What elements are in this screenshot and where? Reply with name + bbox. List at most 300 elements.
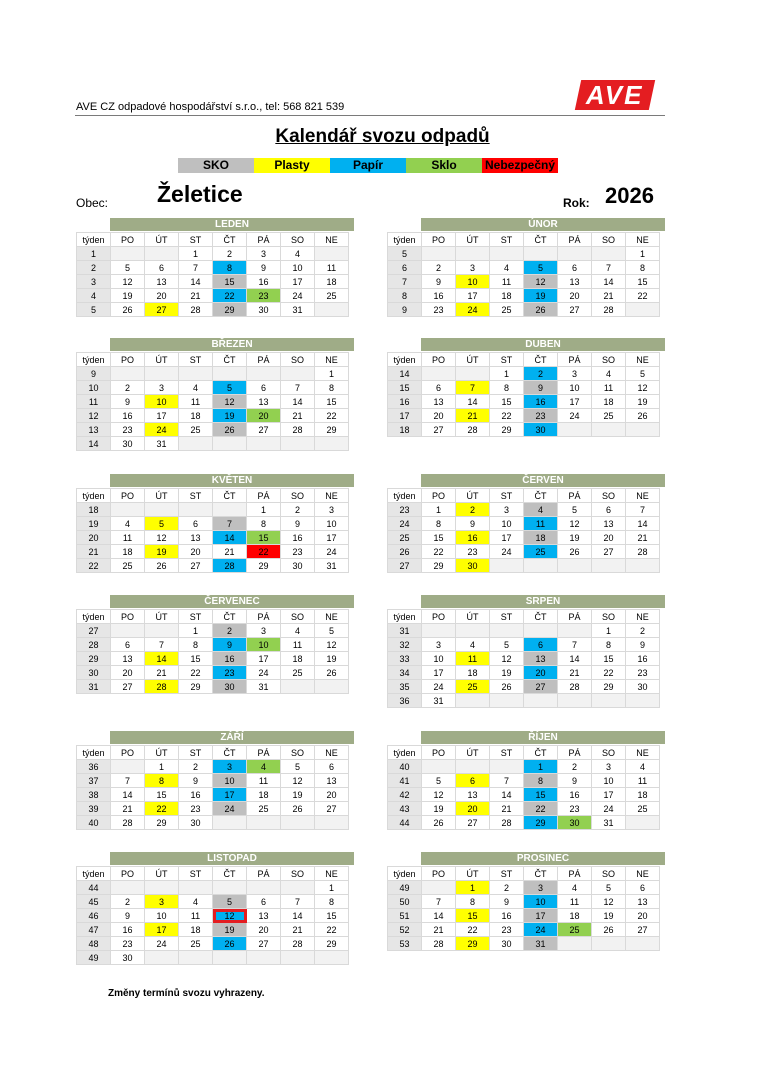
- week-row: [388, 624, 660, 638]
- day-cell: 10: [456, 275, 490, 289]
- day-cell: 9: [558, 774, 592, 788]
- municipality-name: Želetice: [157, 181, 243, 207]
- day-header: ST: [179, 746, 213, 760]
- day-cell: [247, 367, 281, 381]
- day-cell: 6: [456, 774, 490, 788]
- day-cell: 2: [111, 895, 145, 909]
- week-row: [388, 503, 660, 517]
- day-cell: 22: [179, 666, 213, 680]
- day-cell: 13: [456, 788, 490, 802]
- day-cell: 20: [247, 923, 281, 937]
- day-cell: 26: [558, 545, 592, 559]
- day-cell: 19: [558, 531, 592, 545]
- week-number: 51: [388, 909, 422, 923]
- day-cell: 1: [592, 624, 626, 638]
- day-cell: 31: [422, 694, 456, 708]
- week-number: 44: [77, 881, 111, 895]
- week-row: [77, 303, 349, 317]
- week-row: [388, 881, 660, 895]
- day-header: ST: [490, 867, 524, 881]
- day-cell: 17: [145, 409, 179, 423]
- day-cell: [281, 367, 315, 381]
- day-cell: 11: [626, 774, 660, 788]
- week-row: [388, 923, 660, 937]
- month-table: [76, 352, 349, 451]
- day-cell: 6: [145, 261, 179, 275]
- day-cell: 25: [626, 802, 660, 816]
- day-header: PO: [422, 610, 456, 624]
- day-cell: [315, 303, 349, 317]
- day-cell: 23: [524, 409, 558, 423]
- week-number: 18: [77, 503, 111, 517]
- day-cell: 4: [281, 624, 315, 638]
- week-row: [388, 395, 660, 409]
- week-row: [77, 624, 349, 638]
- day-cell: 25: [558, 923, 592, 937]
- day-header: SO: [592, 867, 626, 881]
- company-info: AVE CZ odpadové hospodářství s.r.o., tel: 568 821 539: [76, 101, 345, 113]
- day-cell: 21: [281, 923, 315, 937]
- day-header: PO: [111, 353, 145, 367]
- day-cell: [315, 437, 349, 451]
- day-cell: [558, 559, 592, 573]
- day-cell: 24: [490, 545, 524, 559]
- day-cell: 4: [524, 503, 558, 517]
- week-number: 42: [388, 788, 422, 802]
- day-cell: [558, 247, 592, 261]
- week-number: 19: [77, 517, 111, 531]
- day-header: SO: [281, 353, 315, 367]
- week-number: 7: [388, 275, 422, 289]
- day-cell: 9: [422, 275, 456, 289]
- day-cell: [213, 881, 247, 895]
- month-name: PROSINEC: [421, 852, 665, 865]
- day-header: PÁ: [247, 867, 281, 881]
- day-cell: 30: [213, 680, 247, 694]
- week-row: [77, 638, 349, 652]
- day-cell: 31: [145, 437, 179, 451]
- day-cell: 30: [456, 559, 490, 573]
- day-cell: 7: [281, 895, 315, 909]
- day-cell: 2: [213, 624, 247, 638]
- week-row: [77, 802, 349, 816]
- day-cell: [592, 247, 626, 261]
- day-cell: 28: [456, 423, 490, 437]
- day-cell: [524, 694, 558, 708]
- day-cell: 13: [247, 395, 281, 409]
- day-header: ÚT: [456, 353, 490, 367]
- week-row: [77, 895, 349, 909]
- day-cell: [247, 881, 281, 895]
- week-row: [77, 395, 349, 409]
- day-cell: 22: [315, 409, 349, 423]
- day-cell: 27: [524, 680, 558, 694]
- day-cell: 30: [111, 951, 145, 965]
- week-row: [388, 652, 660, 666]
- week-row: [388, 545, 660, 559]
- day-cell: 18: [111, 545, 145, 559]
- week-number: 50: [388, 895, 422, 909]
- day-cell: 28: [422, 937, 456, 951]
- day-cell: 20: [626, 909, 660, 923]
- week-number: 41: [388, 774, 422, 788]
- day-cell: 14: [145, 652, 179, 666]
- week-number: 17: [388, 409, 422, 423]
- week-row: [77, 760, 349, 774]
- day-cell: 5: [281, 760, 315, 774]
- day-cell: 11: [592, 381, 626, 395]
- day-cell: [592, 559, 626, 573]
- day-cell: 16: [422, 289, 456, 303]
- month-name: ČERVENEC: [110, 595, 354, 608]
- week-row: [77, 666, 349, 680]
- day-cell: [422, 247, 456, 261]
- day-cell: 29: [247, 559, 281, 573]
- day-cell: 27: [315, 802, 349, 816]
- day-cell: 12: [524, 275, 558, 289]
- day-cell: 4: [179, 895, 213, 909]
- day-header: ST: [490, 233, 524, 247]
- week-number: 2: [77, 261, 111, 275]
- day-cell: 16: [490, 909, 524, 923]
- week-row: [388, 559, 660, 573]
- day-header: SO: [281, 610, 315, 624]
- day-cell: 25: [315, 289, 349, 303]
- day-cell: 18: [179, 923, 213, 937]
- week-number: 12: [77, 409, 111, 423]
- day-cell: 7: [422, 895, 456, 909]
- day-cell: 27: [558, 303, 592, 317]
- day-header: ÚT: [145, 353, 179, 367]
- day-cell: [456, 367, 490, 381]
- day-cell: 7: [111, 774, 145, 788]
- day-cell: 14: [111, 788, 145, 802]
- day-header: ČT: [213, 746, 247, 760]
- week-column-header: týden: [388, 867, 422, 881]
- day-cell: 10: [558, 381, 592, 395]
- day-cell: [315, 247, 349, 261]
- week-row: [388, 802, 660, 816]
- week-number: 5: [388, 247, 422, 261]
- day-cell: 21: [558, 666, 592, 680]
- day-cell: 12: [422, 788, 456, 802]
- day-cell: 7: [456, 381, 490, 395]
- day-cell: [558, 624, 592, 638]
- month-name: BŘEZEN: [110, 338, 354, 351]
- day-cell: 25: [281, 666, 315, 680]
- day-cell: 8: [592, 638, 626, 652]
- day-cell: 1: [456, 881, 490, 895]
- day-cell: 7: [592, 261, 626, 275]
- day-cell: 15: [592, 652, 626, 666]
- month-name: ÚNOR: [421, 218, 665, 231]
- day-cell: 22: [213, 289, 247, 303]
- legend-nebezpecny: Nebezpečný: [482, 158, 558, 173]
- day-cell: 20: [422, 409, 456, 423]
- day-header: SO: [592, 233, 626, 247]
- week-number: 36: [388, 694, 422, 708]
- day-cell: 27: [626, 923, 660, 937]
- day-cell: 4: [456, 638, 490, 652]
- day-cell: 2: [490, 881, 524, 895]
- week-number: 16: [388, 395, 422, 409]
- day-cell: [281, 816, 315, 830]
- day-cell: 3: [315, 503, 349, 517]
- day-cell: [213, 437, 247, 451]
- day-cell: 3: [145, 895, 179, 909]
- week-row: [388, 774, 660, 788]
- day-cell: 4: [558, 881, 592, 895]
- month-name: LISTOPAD: [110, 852, 354, 865]
- day-cell: 21: [490, 802, 524, 816]
- month-table: [387, 609, 660, 708]
- day-cell: 14: [592, 275, 626, 289]
- day-cell: 13: [179, 531, 213, 545]
- day-cell: 24: [558, 409, 592, 423]
- day-cell: 29: [524, 816, 558, 830]
- day-cell: [247, 816, 281, 830]
- week-number: 14: [77, 437, 111, 451]
- day-cell: 7: [179, 261, 213, 275]
- day-cell: 19: [315, 652, 349, 666]
- week-number: 31: [388, 624, 422, 638]
- day-cell: 13: [626, 895, 660, 909]
- day-cell: 25: [111, 559, 145, 573]
- week-row: [388, 517, 660, 531]
- day-cell: 22: [456, 923, 490, 937]
- week-row: [77, 545, 349, 559]
- day-cell: 23: [558, 802, 592, 816]
- day-cell: 8: [626, 261, 660, 275]
- day-header: NE: [315, 610, 349, 624]
- day-cell: 26: [213, 937, 247, 951]
- day-cell: 28: [281, 937, 315, 951]
- week-row: [77, 923, 349, 937]
- day-cell: 19: [281, 788, 315, 802]
- day-cell: 10: [490, 517, 524, 531]
- day-cell: [626, 303, 660, 317]
- day-header: ST: [490, 489, 524, 503]
- day-cell: 17: [145, 923, 179, 937]
- day-header: NE: [626, 610, 660, 624]
- week-number: 43: [388, 802, 422, 816]
- waste-type-legend: [178, 158, 558, 173]
- month-table: [76, 609, 349, 694]
- week-row: [388, 261, 660, 275]
- day-cell: 8: [315, 381, 349, 395]
- day-cell: [281, 437, 315, 451]
- day-cell: 9: [213, 638, 247, 652]
- month-table: [387, 866, 660, 951]
- week-row: [77, 680, 349, 694]
- day-header: ÚT: [145, 489, 179, 503]
- day-cell: [247, 437, 281, 451]
- day-cell: 27: [111, 680, 145, 694]
- day-cell: [145, 503, 179, 517]
- day-header: ÚT: [456, 867, 490, 881]
- day-cell: [422, 624, 456, 638]
- day-cell: 23: [490, 923, 524, 937]
- day-cell: 31: [592, 816, 626, 830]
- day-header: PO: [111, 746, 145, 760]
- day-cell: 23: [213, 666, 247, 680]
- day-cell: 15: [179, 652, 213, 666]
- day-cell: [456, 694, 490, 708]
- day-cell: 31: [247, 680, 281, 694]
- day-header: ČT: [213, 233, 247, 247]
- day-cell: 5: [145, 517, 179, 531]
- day-cell: 21: [145, 666, 179, 680]
- page-title-text: Kalendář svozu odpadů: [275, 126, 490, 147]
- day-cell: 11: [111, 531, 145, 545]
- week-row: [77, 816, 349, 830]
- day-cell: 1: [179, 247, 213, 261]
- day-header: PO: [111, 489, 145, 503]
- week-number: 21: [77, 545, 111, 559]
- day-cell: [213, 951, 247, 965]
- week-row: [388, 531, 660, 545]
- day-header: ÚT: [145, 746, 179, 760]
- day-header: ST: [179, 610, 213, 624]
- day-cell: 13: [592, 517, 626, 531]
- day-header: PÁ: [247, 746, 281, 760]
- day-cell: [456, 760, 490, 774]
- day-cell: 27: [422, 423, 456, 437]
- day-header: PO: [422, 353, 456, 367]
- day-header: ÚT: [145, 233, 179, 247]
- day-header: PÁ: [558, 353, 592, 367]
- week-column-header: týden: [388, 233, 422, 247]
- day-cell: 10: [422, 652, 456, 666]
- day-cell: 17: [422, 666, 456, 680]
- day-cell: [592, 423, 626, 437]
- day-cell: [592, 694, 626, 708]
- day-cell: 16: [213, 652, 247, 666]
- day-cell: 15: [315, 395, 349, 409]
- week-row: [388, 303, 660, 317]
- day-cell: 17: [490, 531, 524, 545]
- day-cell: 14: [558, 652, 592, 666]
- day-cell: 28: [145, 680, 179, 694]
- day-cell: 16: [111, 923, 145, 937]
- day-cell: 27: [456, 816, 490, 830]
- week-number: 46: [77, 909, 111, 923]
- day-header: ST: [179, 489, 213, 503]
- week-number: 36: [77, 760, 111, 774]
- day-cell: 10: [524, 895, 558, 909]
- day-cell: 31: [281, 303, 315, 317]
- day-cell: 10: [247, 638, 281, 652]
- day-cell: 18: [524, 531, 558, 545]
- day-cell: 25: [524, 545, 558, 559]
- day-cell: [524, 247, 558, 261]
- day-cell: 19: [111, 289, 145, 303]
- day-cell: [145, 624, 179, 638]
- day-cell: 27: [592, 545, 626, 559]
- day-cell: 24: [213, 802, 247, 816]
- day-header: ÚT: [145, 610, 179, 624]
- day-cell: 9: [524, 381, 558, 395]
- day-cell: 28: [490, 816, 524, 830]
- day-header: ČT: [524, 489, 558, 503]
- day-cell: 14: [179, 275, 213, 289]
- day-cell: 23: [111, 937, 145, 951]
- legend-sklo: Sklo: [406, 158, 482, 173]
- day-cell: 29: [213, 303, 247, 317]
- day-cell: 16: [558, 788, 592, 802]
- day-cell: 18: [558, 909, 592, 923]
- day-cell: [558, 423, 592, 437]
- month-table: [387, 232, 660, 317]
- day-header: ČT: [524, 610, 558, 624]
- day-cell: 30: [626, 680, 660, 694]
- day-cell: 23: [626, 666, 660, 680]
- day-cell: [179, 951, 213, 965]
- day-cell: 22: [490, 409, 524, 423]
- day-cell: [558, 937, 592, 951]
- day-cell: 11: [281, 638, 315, 652]
- day-cell: [145, 367, 179, 381]
- week-row: [388, 367, 660, 381]
- week-row: [388, 409, 660, 423]
- day-cell: 17: [247, 652, 281, 666]
- week-row: [77, 503, 349, 517]
- day-cell: 1: [315, 881, 349, 895]
- day-cell: 17: [524, 909, 558, 923]
- day-cell: 31: [315, 559, 349, 573]
- week-row: [388, 895, 660, 909]
- day-cell: 3: [422, 638, 456, 652]
- day-cell: 18: [247, 788, 281, 802]
- day-cell: 25: [592, 409, 626, 423]
- day-cell: 28: [592, 303, 626, 317]
- day-cell: 5: [524, 261, 558, 275]
- week-row: [388, 381, 660, 395]
- day-cell: 8: [422, 517, 456, 531]
- day-cell: 15: [247, 531, 281, 545]
- day-cell: [456, 247, 490, 261]
- month-name: LEDEN: [110, 218, 354, 231]
- week-number: 20: [77, 531, 111, 545]
- day-cell: 19: [490, 666, 524, 680]
- day-cell: 1: [524, 760, 558, 774]
- day-cell: 15: [456, 909, 490, 923]
- day-cell: 19: [626, 395, 660, 409]
- day-cell: 1: [315, 367, 349, 381]
- day-cell: 12: [315, 638, 349, 652]
- day-header: ČT: [213, 867, 247, 881]
- day-header: ST: [490, 353, 524, 367]
- day-cell: [111, 624, 145, 638]
- week-number: 3: [77, 275, 111, 289]
- day-cell: 14: [281, 909, 315, 923]
- day-cell: [626, 423, 660, 437]
- day-cell: 21: [592, 289, 626, 303]
- day-cell: 9: [111, 909, 145, 923]
- week-row: [388, 275, 660, 289]
- day-cell: 3: [213, 760, 247, 774]
- day-cell: 30: [558, 816, 592, 830]
- day-header: NE: [626, 353, 660, 367]
- day-cell: 20: [247, 409, 281, 423]
- day-cell: 26: [213, 423, 247, 437]
- day-cell: 21: [111, 802, 145, 816]
- day-cell: 15: [145, 788, 179, 802]
- day-cell: [111, 367, 145, 381]
- day-cell: 16: [179, 788, 213, 802]
- day-cell: 1: [626, 247, 660, 261]
- day-cell: [213, 816, 247, 830]
